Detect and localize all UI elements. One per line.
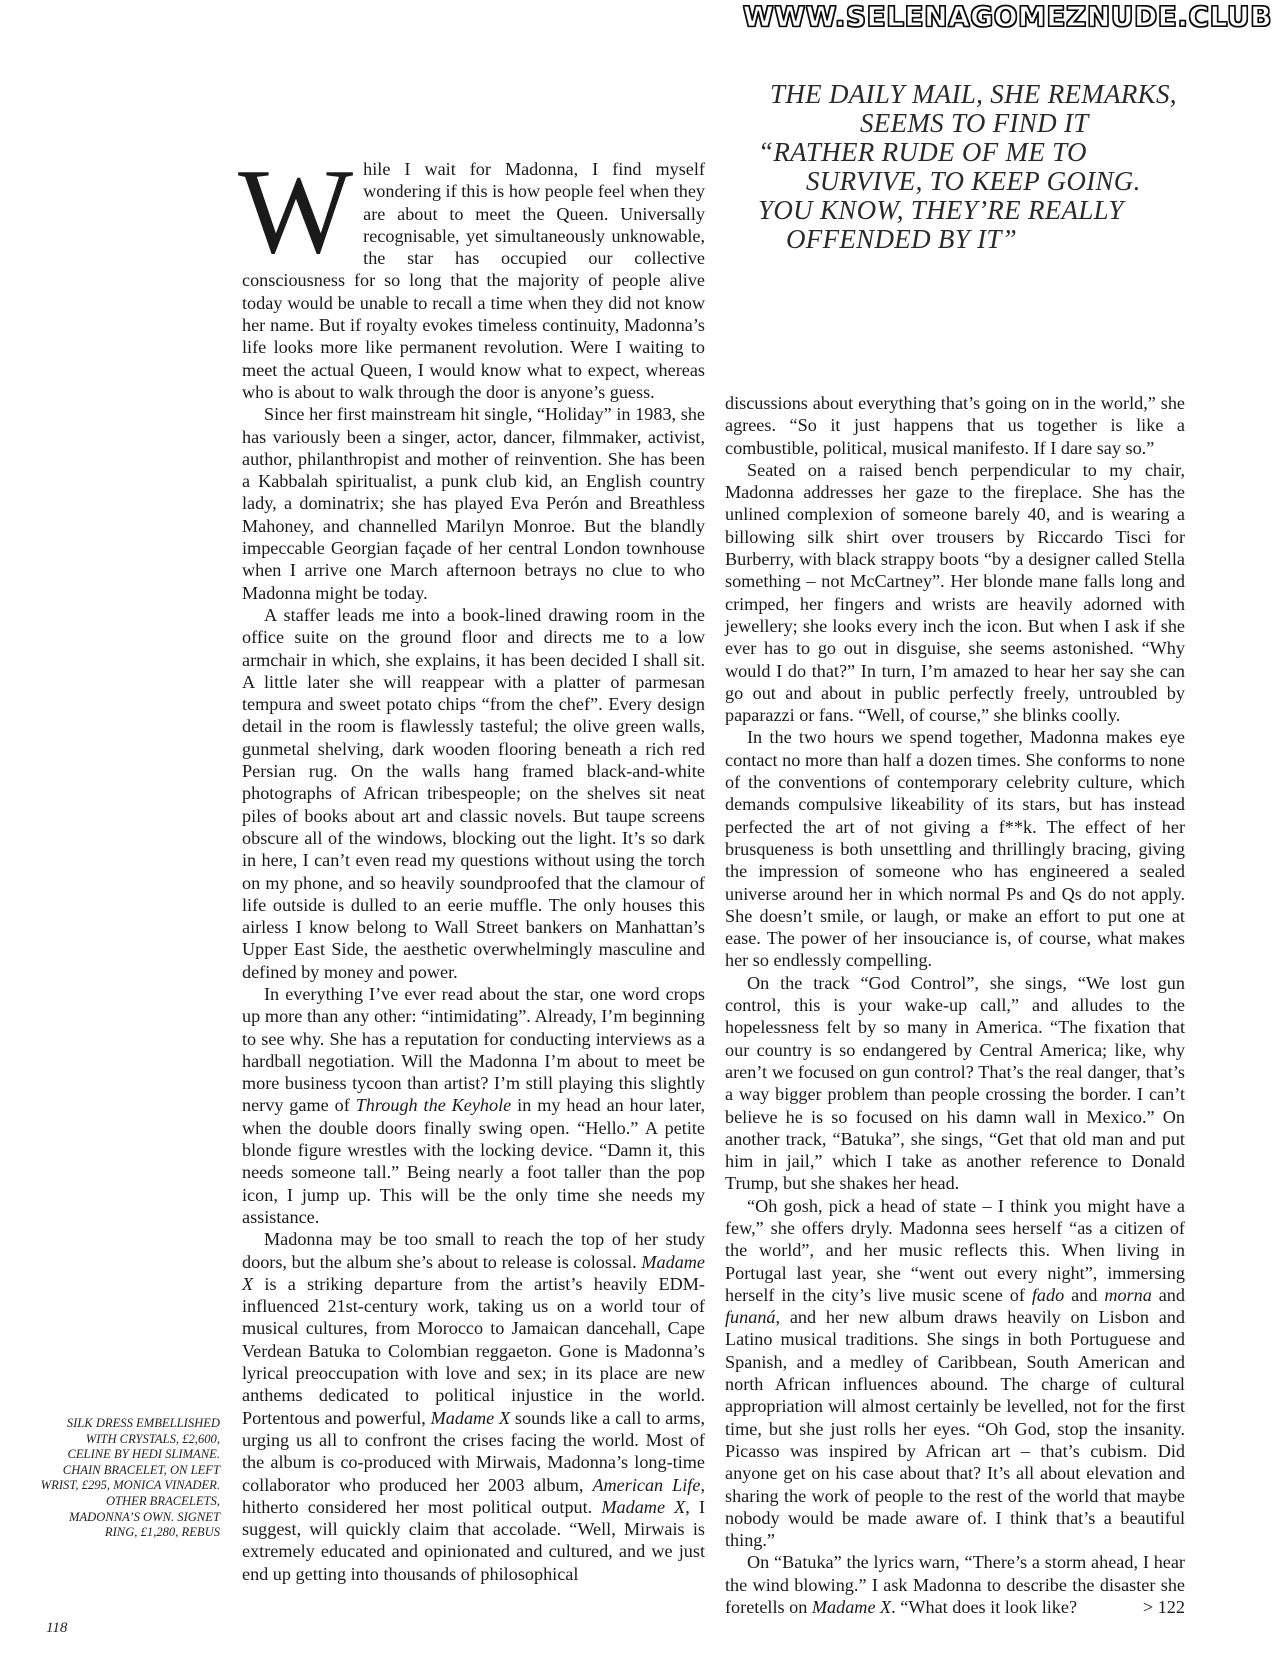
article-paragraph: On “Batuka” the lyrics warn, “There’s a storm ahead, I hear the wind blowing.” I ask Madonna to describe the disaster she foretells on Madame X. “What does it look like? > 122 (725, 1552, 1185, 1618)
page-number: 118 (46, 1620, 68, 1636)
pull-quote-line: SURVIVE, TO KEEP GOING. (806, 166, 1141, 196)
pull-quote-line: THE DAILY MAIL, SHE REMARKS, (770, 79, 1177, 109)
pull-quote-line: SEEMS TO FIND IT (860, 108, 1089, 138)
photo-caption: SILK DRESS EMBELLISHED WITH CRYSTALS, £2,600, CELINE BY HEDI SLIMANE. CHAIN BRACELET, ON LEFT WRIST, £295, MONICA VINADER. OTHER BRACELETS, MADONNA’S OWN. SIGNET RING, £1,280, REBUS (40, 1416, 220, 1540)
book-title: Through the Keyhole (355, 1095, 512, 1116)
continued-marker: > 122 (1142, 1597, 1185, 1618)
article-paragraph: A staffer leads me into a book-lined drawing room in the office suite on the ground floor and directs me to a low armchair in which, she explains, it has been decided I shall sit. A little later she will reappear with a platter of parmesan tempura and sweet potato chips “from the chef”. Every design detail in the room is flawlessly tasteful; the olive green walls, gunmetal shelving, dark wooden flooring beneath a rich red Persian rug. On the walls hang framed black-and-white photographs of African tribespeople; on the shelves sit neat piles of books about art and classic novels. But taupe screens obscure all of the windows, blocking out the light. It’s so dark in here, I can’t even read my questions without using the torch on my phone, and so heavily soundproofed that the clamour of life outside is dulled to an eerie muffle. The only houses this airless I know belong to Wall Street bankers on Manhattan’s Upper East Side, the aesthetic overwhelmingly masculine and defined by money and power. (242, 604, 705, 982)
article-paragraph: discussions about everything that’s going on in the world,” she agrees. “So it just happens that us together is like a combustible, political, musical manifesto. If I dare say so.” (725, 393, 1185, 458)
drop-cap: W (238, 144, 354, 279)
music-genre: morna (1104, 1284, 1152, 1305)
album-title: Madame X (811, 1597, 892, 1618)
pull-quote-line: “RATHER RUDE OF ME TO (758, 137, 1087, 167)
article-paragraph: Since her first mainstream hit single, “Holiday” in 1983, she has variously been a singer, actor, dancer, filmmaker, activist, author, philanthropist and mother of reinvention. She has been a Kabbalah spiritualist, a punk club kid, an English country lady, a dominatrix; she has played Eva Perón and Breathless Mahoney, and channelled Marilyn Monroe. But the blandly impeccable Georgian façade of her central London townhouse when I arrive one March afternoon betrays no clue to who Madonna might be today. (242, 404, 705, 603)
pull-quote (758, 79, 1240, 254)
watermark: WWW.SELENAGOMEZNUDE.CLUB (742, 0, 1272, 33)
article-column-right (725, 392, 1185, 1618)
music-genre: fado (1031, 1284, 1065, 1305)
article-paragraph: Seated on a raised bench perpendicular to my chair, Madonna addresses her gaze to the fireplace. She has the unlined complexion of someone barely 40, and is wearing a billowing silk shirt over trousers by Riccardo Tisci for Burberry, with black strappy boots “by a designer called Stella something – not McCartney”. Her blonde mane falls long and crimped, her fingers and wrists are heavily adorned with jewellery; she looks every inch the icon. But when I ask if she ever has to go out in disguise, she seems astonished. “Why would I do that?” In turn, I’m amazed to hear her say she can go out and about in public perfectly freely, untroubled by paparazzi or fans. “Well, of course,” she blinks coolly. (725, 459, 1185, 726)
article-paragraph: In everything I’ve ever read about the star, one word crops up more than any other: “intimidating”. Already, I’m beginning to see why. She has a reputation for conducting interviews as a hardball negotiation. Will the Madonna I’m about to meet be more business tycoon than artist? I’m still playing this slightly nervy game of Through the Keyhole in my head an hour later, when the double doors finally swing open. “Hello.” A petite blonde figure wrestles with the locking device. “Damn it, this needs someone tall.” Being nearly a foot taller than the pop icon, I jump up. This will be the only time she needs my assistance. (242, 983, 705, 1227)
article-paragraph: In the two hours we spend together, Madonna makes eye contact no more than half a dozen times. She conforms to none of the conventions of contemporary celebrity culture, which demands compulsive likeability of its stars, but has instead perfected the art of not giving a f**k. The effect of her brusqueness is both unsettling and thrillingly bracing, giving the impression of someone who has engineered a sealed universe around her in which normal Ps and Qs do not apply. She doesn’t smile, or laugh, or make an effort to put one at ease. The power of her insouciance is, of course, what makes her so endlessly compelling. (725, 727, 1185, 971)
pull-quote-line: OFFENDED BY IT” (786, 224, 1018, 254)
article-paragraph: On the track “God Control”, she sings, “We lost gun control, this is your wake-up call,” and alludes to the hopelessness felt by so many in America. “The fixation that our country is so endangered by Central America; like, why aren’t we focused on gun control? That’s the real danger, that’s a way bigger problem than people crossing the border. I can’t believe he is so focused on his damn wall in Mexico.” On another track, “Batuka”, she sings, “Get that old man and put him in jail,” which I take as another reference to Donald Trump, but she shakes her head. (725, 972, 1185, 1194)
album-title: Madame X (430, 1407, 511, 1428)
album-title: Madame X (601, 1496, 686, 1517)
article-paragraph: While I wait for Madonna, I find myself wondering if this is how people feel when they are about to meet the Queen. Universally recognisable, yet simultaneously unknowable, the star has occupied our collective consciousness for so long that the majority of people alive today would be unable to recall a time when they did not know her name. But if royalty evokes timeless continuity, Madonna’s life looks more like permanent revolution. Were I waiting to meet the actual Queen, I would know what to expect, whereas who is about to walk through the door is anyone’s guess. (238, 144, 705, 402)
article-column-left (238, 144, 706, 1585)
article-paragraph: “Oh gosh, pick a head of state – I think you might have a few,” she offers dryly. Madonna sees herself “as a citizen of the world”, and her music reflects this. When living in Portugal last year, she “went out every night”, immersing herself in the city’s live music scene of fado and morna and funaná, and her new album draws heavily on Lisbon and Latino musical traditions. She sings in both Portuguese and Spanish, and a medley of Caribbean, South American and north African influences abound. The charge of cultural appropriation will almost certainly be levelled, not for the first time, but she just rolls her eyes. “Oh God, stop the insanity. Picasso was inspired by African art – that’s cubism. Did anyone get on his case about that? It’s all about elevation and sharing the work of people to the rest of the world that maybe nobody would be made aware of. I think that’s a beautiful thing.” (725, 1195, 1185, 1551)
article-paragraph: Madonna may be too small to reach the top of her study doors, but the album she’s about to release is colossal. Madame X is a striking departure from the artist’s heavily EDM-influenced 21st-century work, taking us on a world tour of musical cultures, from Morocco to Jamaican dancehall, Cape Verdean Batuka to Colombian reggaeton. Gone is Madonna’s lyrical preoccupation with love and sex; in its place are new anthems dedicated to political injustice in the world. Portentous and powerful, Madame X sounds like a call to arms, urging us all to confront the crises facing the world. Most of the album is co-produced with Mirwais, Madonna’s long-time collaborator who produced her 2003 album, American Life, hitherto considered her most political output. Madame X, I suggest, will quickly claim that accolade. “Well, Mirwais is extremely educated and opinionated and cultured, and we just end up getting into thousands of philosophical (242, 1229, 706, 1584)
pull-quote-line: YOU KNOW, THEY’RE REALLY (758, 195, 1124, 225)
album-title: American Life (592, 1474, 701, 1495)
album-title: Madame X (242, 1251, 705, 1294)
music-genre: funaná (725, 1307, 776, 1328)
